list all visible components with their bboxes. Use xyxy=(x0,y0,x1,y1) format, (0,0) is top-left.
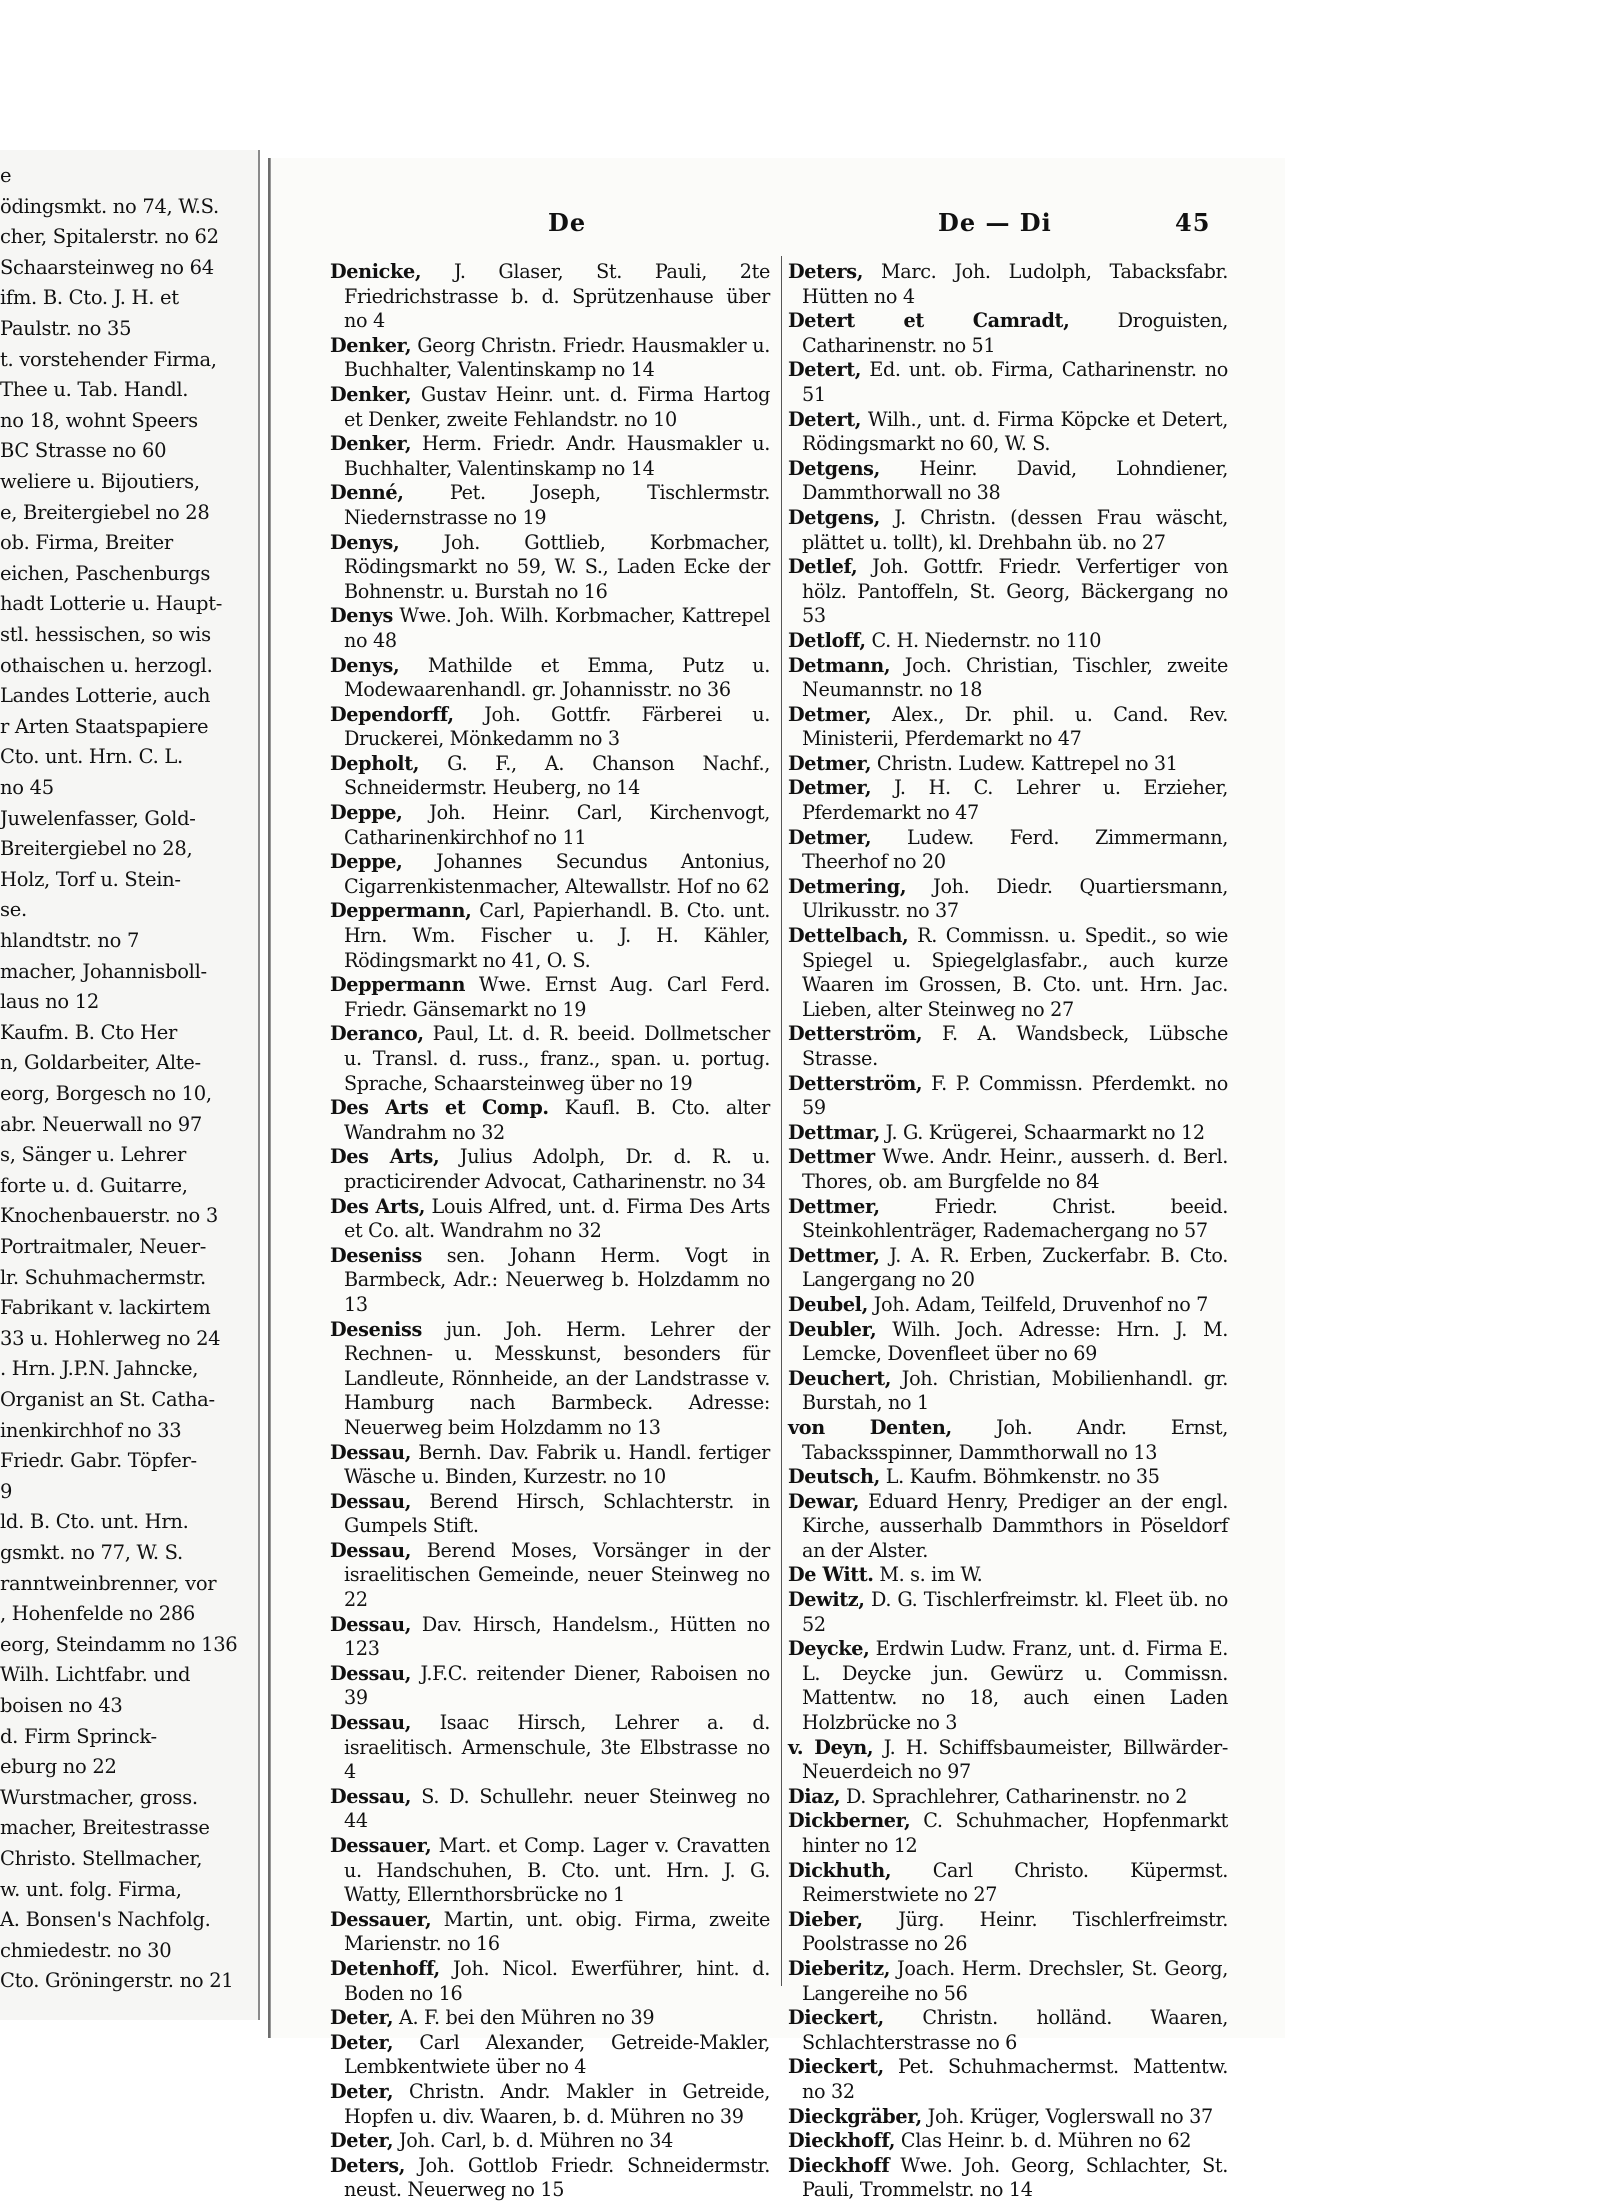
entry-name: Deseniss xyxy=(330,1317,422,1341)
entry-details: Berend Hirsch, Schlachterstr. in Gumpels Stift. xyxy=(344,1489,770,1538)
directory-entry xyxy=(330,1318,770,1441)
entry-details: Carl Christo. Küpermst. Reimerstwiete no 27 xyxy=(802,1858,1229,1907)
entry-details: Pet. Schuhmachermst. Mattentw. no 32 xyxy=(802,2055,1228,2103)
entry-name: Deubel, xyxy=(788,1292,868,1316)
directory-entry xyxy=(788,875,1228,924)
fragment-line: Wilh. Lichtfabr. und xyxy=(0,1663,191,1687)
entry-name: Dieckhoff, xyxy=(788,2129,896,2153)
entry-name: Deter, xyxy=(330,2006,394,2030)
entry-details: Joh. Nicol. Ewerführer, hint. d. Boden no 16 xyxy=(344,1956,770,2005)
directory-page xyxy=(268,158,1285,2202)
directory-entry xyxy=(788,1145,1228,1194)
entry-details: Herm. Friedr. Andr. Hausmakler u. Buchhalter, Valentinskamp no 14 xyxy=(344,432,770,480)
fragment-line: d. Firm Sprinck- xyxy=(0,1724,157,1748)
running-head-center: De — Di xyxy=(938,208,1052,237)
fragment-line: chmiedestr. no 30 xyxy=(0,1938,172,1962)
fragment-line: Christo. Stellmacher, xyxy=(0,1847,203,1870)
entry-name: Dewar, xyxy=(788,1489,860,1513)
fragment-line: 33 u. Hohlerweg no 24 xyxy=(0,1326,221,1350)
entry-details: Joh. Adam, Teilfeld, Druvenhof no 7 xyxy=(873,1292,1209,1316)
fragment-line: no 18, wohnt Speers xyxy=(0,408,198,432)
entry-name: Des Arts, xyxy=(330,1145,440,1169)
directory-entry xyxy=(330,2080,770,2129)
entry-details: jun. Joh. Herm. Lehrer der Rechnen- u. Messkunst, besonders für Landleute, Rönnheide, an der Landstrasse v. Hamburg nach Barmbeck. Adresse: Neuerweg beim Holzdamm no 13 xyxy=(344,1317,771,1439)
directory-entry xyxy=(788,1318,1228,1367)
directory-entry xyxy=(788,309,1228,358)
entry-details: Wwe. Joh. Georg, Schlachter, St. Pauli, Trommelstr. no 14 xyxy=(802,2153,1228,2202)
entry-name: Diaz, xyxy=(788,1784,841,1808)
entry-name: Dessau, xyxy=(330,1612,412,1636)
entry-name: Deycke, xyxy=(788,1637,870,1661)
entry-details: M. s. im W. xyxy=(879,1563,983,1587)
directory-entry xyxy=(788,703,1228,752)
entry-name: Denicke, xyxy=(330,260,422,283)
fragment-line: boisen no 43 xyxy=(0,1694,123,1717)
fragment-line: w. unt. folg. Firma, xyxy=(0,1877,182,1901)
entry-details: Christn. Andr. Makler in Getreide, Hopfen u. div. Waaren, b. d. Mühren no 39 xyxy=(344,2079,770,2128)
fragment-line: laus no 12 xyxy=(0,990,99,1014)
directory-entry xyxy=(788,1637,1228,1735)
directory-entry xyxy=(330,2031,770,2080)
entry-details: Gustav Heinr. unt. d. Firma Hartog et Denker, zweite Fehlandstr. no 10 xyxy=(344,382,771,431)
directory-entry xyxy=(788,1490,1228,1564)
entry-name: Dessauer, xyxy=(330,1907,432,1931)
directory-entry xyxy=(330,1096,770,1145)
entry-details: J. G. Krügerei, Schaarmarkt no 12 xyxy=(885,1120,1205,1144)
fragment-line: abr. Neuerwall no 97 xyxy=(0,1112,203,1136)
entry-details: Joh. Andr. Ernst, Tabacksspinner, Dammthorwall no 13 xyxy=(802,1415,1228,1464)
entry-name: Dettmer, xyxy=(788,1243,880,1267)
entry-name: Dessau, xyxy=(330,1489,412,1513)
directory-entry xyxy=(330,260,770,334)
fragment-line: A. Bonsen's Nachfolg. xyxy=(0,1908,211,1932)
entry-details: Berend Moses, Vorsänger in der israelitischen Gemeinde, neuer Steinweg no 22 xyxy=(344,1538,770,1612)
fragment-line: ld. B. Cto. unt. Hrn. xyxy=(0,1510,189,1534)
fragment-line: eburg no 22 xyxy=(0,1755,117,1779)
entry-details: Wwe. Andr. Heinr., ausserh. d. Berl. Thores, ob. am Burgfelde no 84 xyxy=(802,1145,1228,1193)
fragment-line: Juwelenfasser, Gold- xyxy=(0,806,196,830)
directory-entry xyxy=(330,1490,770,1539)
directory-entry xyxy=(330,1785,770,1834)
directory-entry xyxy=(788,1736,1228,1785)
entry-name: Dieckert, xyxy=(788,2006,884,2030)
entry-name: Deter, xyxy=(330,2129,394,2153)
entry-details: Joh. Gottlieb, Korbmacher, Rödingsmarkt no 59, W. S., Laden Ecke der Bohnenstr. u. Burstah no 16 xyxy=(344,530,770,603)
fragment-line: Knochenbauerstr. no 3 xyxy=(0,1204,218,1228)
directory-entry xyxy=(330,334,770,383)
entry-name: Dessau, xyxy=(330,1784,412,1808)
fragment-line: Paulstr. no 35 xyxy=(0,317,132,340)
entry-name: Dieber, xyxy=(788,1907,863,1931)
fragment-line: lr. Schuhmachermstr. xyxy=(0,1265,206,1289)
fragment-line: Cto. Gröningerstr. no 21 xyxy=(0,1969,234,1993)
entry-details: Mart. et Comp. Lager v. Cravatten u. Handschuhen, B. Cto. unt. Hrn. J. G. Watty, Ellernthorsbrücke no 1 xyxy=(344,1834,771,1907)
fragment-line: Landes Lotterie, auch xyxy=(0,684,211,708)
fragment-line: othaischen u. herzogl. xyxy=(0,653,213,677)
entry-details: J. A. R. Erben, Zuckerfabr. B. Cto. Langergang no 20 xyxy=(802,1243,1228,1292)
directory-entry xyxy=(788,1022,1228,1071)
directory-entry xyxy=(330,531,770,605)
entry-details: Wilh., unt. d. Firma Köpcke et Detert, Rödingsmarkt no 60, W. S. xyxy=(802,407,1228,456)
entry-name: Dessau, xyxy=(330,1538,412,1562)
entry-name: Depholt, xyxy=(330,751,420,775)
directory-entry xyxy=(330,481,770,530)
entry-details: Wwe. Ernst Aug. Carl Ferd. Friedr. Gänsemarkt no 19 xyxy=(344,973,770,1021)
fragment-line: eorg, Borgesch no 10, xyxy=(0,1082,212,1105)
fragment-line: , Hohenfelde no 286 xyxy=(0,1602,196,1626)
fragment-line: Wurstmacher, gross. xyxy=(0,1785,198,1809)
entry-details: F. A. Wandsbeck, Lübsche Strasse. xyxy=(802,1022,1228,1070)
entry-details: Christn. Ludew. Kattrepel no 31 xyxy=(876,751,1178,775)
entry-name: Deter, xyxy=(330,2030,394,2054)
entry-details: C. H. Niedernstr. no 110 xyxy=(871,628,1102,652)
entry-name: Detmering, xyxy=(788,874,907,898)
entry-name: Dependorff, xyxy=(330,702,454,726)
entry-details: C. Schuhmacher, Hopfenmarkt hinter no 12 xyxy=(802,1809,1228,1857)
fragment-line: se. xyxy=(0,898,27,922)
directory-entry xyxy=(330,2006,770,2031)
entry-name: Detlef, xyxy=(788,555,858,579)
entry-name: Detert, xyxy=(788,407,862,431)
directory-entry xyxy=(330,2154,770,2203)
directory-entry xyxy=(330,850,770,899)
fragment-line: ranntweinbrenner, vor xyxy=(0,1571,217,1595)
entry-details: Erdwin Ludw. Franz, unt. d. Firma E. L. Deycke jun. Gewürz u. Commissn. Mattentw. no 18, auch einen Laden Holzbrücke no 3 xyxy=(802,1637,1228,1735)
fragment-line: cher, Spitalerstr. no 62 xyxy=(0,225,219,249)
entry-name: De Witt. xyxy=(788,1563,874,1587)
directory-entry xyxy=(788,2154,1228,2203)
entry-name: Dettmer xyxy=(788,1145,875,1169)
directory-entry xyxy=(330,752,770,801)
entry-name: Dieckert, xyxy=(788,2055,884,2079)
entry-details: S. D. Schullehr. neuer Steinweg no 44 xyxy=(344,1784,771,1833)
entry-name: Denné, xyxy=(330,481,404,505)
entry-name: Detenhoff, xyxy=(330,1956,440,1980)
directory-entry xyxy=(330,383,770,432)
entry-name: Deuchert, xyxy=(788,1366,892,1390)
fragment-line: Cto. unt. Hrn. C. L. xyxy=(0,745,183,769)
directory-entry xyxy=(788,1465,1228,1490)
entry-name: Deppermann, xyxy=(330,899,472,923)
fragment-line: macher, Breitestrasse xyxy=(0,1816,210,1840)
directory-entry xyxy=(788,1957,1228,2006)
entry-name: Dessau, xyxy=(330,1440,412,1464)
directory-entry xyxy=(788,1293,1228,1318)
directory-entry xyxy=(788,2055,1228,2104)
directory-entry xyxy=(788,776,1228,825)
entry-name: Dessau, xyxy=(330,1711,412,1735)
entry-name: Dettmar, xyxy=(788,1120,880,1144)
directory-entry xyxy=(788,2006,1228,2055)
entry-details: J.F.C. reitender Diener, Raboisen no 39 xyxy=(344,1661,771,1710)
entry-name: Dessau, xyxy=(330,1661,412,1685)
fragment-line: Fabrikant v. lackirtem xyxy=(0,1296,211,1320)
entry-name: Deters, xyxy=(788,260,864,283)
entry-name: Detert, xyxy=(788,358,862,382)
directory-entry xyxy=(788,629,1228,654)
entry-name: Deppe, xyxy=(330,850,403,874)
entry-details: Joh. Krüger, Voglerswall no 37 xyxy=(927,2104,1213,2128)
directory-entry xyxy=(788,555,1228,629)
entry-details: R. Commissn. u. Spedit., so wie Spiegel u. Spiegelglasfabr., auch kurze Waaren im Grossen, B. Cto. unt. Hrn. Jac. Lieben, alter Steinweg no 27 xyxy=(802,924,1229,1021)
entry-details: J. Christn. (dessen Frau wäscht, plättet u. tollt), kl. Drehbahn üb. no 27 xyxy=(802,505,1229,554)
entry-name: Dessauer, xyxy=(330,1834,432,1857)
entry-name: Deseniss xyxy=(330,1243,422,1267)
entry-details: Eduard Henry, Prediger an der engl. Kirche, ausserhalb Dammthors in Pöseldorf an der Alster. xyxy=(802,1489,1228,1562)
entry-details: Clas Heinr. b. d. Mühren no 62 xyxy=(900,2129,1192,2153)
directory-entry xyxy=(788,2105,1228,2130)
directory-entry xyxy=(788,1367,1228,1416)
directory-entry xyxy=(788,1563,1228,1588)
fragment-line: n, Goldarbeiter, Alte- xyxy=(0,1051,201,1075)
directory-entry xyxy=(788,1072,1228,1121)
directory-entry xyxy=(330,1908,770,1957)
entry-details: sen. Johann Herm. Vogt in Barmbeck, Adr.: Neuerweg b. Holzdamm no 13 xyxy=(344,1243,771,1316)
entry-name: Des Arts et Comp. xyxy=(330,1096,549,1120)
directory-entry xyxy=(330,432,770,481)
directory-entry xyxy=(330,1834,770,1908)
entry-details: Joh. Heinr. Carl, Kirchenvogt, Catharinenkirchhof no 11 xyxy=(344,801,770,849)
fragment-line: eichen, Paschenburgs xyxy=(0,561,211,585)
entry-name: Deters, xyxy=(330,2153,406,2177)
entry-name: Dickhuth, xyxy=(788,1858,892,1882)
entry-details: Joh. Christian, Mobilienhandl. gr. Burstah, no 1 xyxy=(802,1366,1228,1415)
fragment-line: BC Strasse no 60 xyxy=(0,439,167,463)
entry-name: Detterström, xyxy=(788,1022,923,1046)
entry-name: v. Deyn, xyxy=(788,1735,874,1759)
entry-details: A. F. bei den Mühren no 39 xyxy=(398,2006,655,2030)
directory-entry xyxy=(788,457,1228,506)
directory-entry xyxy=(330,1539,770,1613)
directory-entry xyxy=(788,408,1228,457)
entry-details: Martin, unt. obig. Firma, zweite Marienstr. no 16 xyxy=(344,1907,770,1956)
entry-name: Dettelbach, xyxy=(788,924,909,948)
entry-details: Paul, Lt. d. R. beeid. Dollmetscher u. Transl. d. russ., franz., span. u. portug. Sprache, Schaarsteinweg über no 19 xyxy=(344,1022,771,1095)
directory-entry xyxy=(330,1244,770,1318)
directory-entry xyxy=(330,1662,770,1711)
directory-entry xyxy=(788,2129,1228,2154)
entry-details: G. F., A. Chanson Nachf., Schneidermstr. Heuberg, no 14 xyxy=(344,751,770,800)
entries-column-left xyxy=(330,260,770,2203)
entry-name: Dieberitz, xyxy=(788,1956,891,1980)
entry-name: von Denten, xyxy=(788,1415,952,1439)
fragment-line: . Hrn. J.P.N. Jahncke, xyxy=(0,1357,199,1381)
directory-entry xyxy=(788,752,1228,777)
directory-entry xyxy=(330,899,770,973)
directory-entry xyxy=(788,924,1228,1022)
entry-details: Julius Adolph, Dr. d. R. u. practicirender Advocat, Catharinenstr. no 34 xyxy=(344,1145,770,1193)
entry-name: Detmer, xyxy=(788,702,872,726)
entry-details: L. Kaufm. Böhmkenstr. no 35 xyxy=(885,1465,1160,1489)
entry-details: Joch. Christian, Tischler, zweite Neumannstr. no 18 xyxy=(802,653,1228,702)
entry-details: Heinr. David, Lohndiener, Dammthorwall no 38 xyxy=(802,456,1228,505)
fragment-line: Holz, Torf u. Stein- xyxy=(0,867,181,891)
directory-entry xyxy=(788,1859,1228,1908)
entry-name: Dieckhoff xyxy=(788,2153,890,2177)
directory-entry xyxy=(330,703,770,752)
entry-details: Mathilde et Emma, Putz u. Modewaarenhandl. gr. Johannisstr. no 36 xyxy=(344,653,770,702)
fragment-line: hadt Lotterie u. Haupt- xyxy=(0,592,223,616)
entry-details: Ludew. Ferd. Zimmermann, Theerhof no 20 xyxy=(802,825,1228,874)
fragment-line: inenkirchhof no 33 xyxy=(0,1418,182,1442)
fragment-line: gsmkt. no 77, W. S. xyxy=(0,1541,183,1564)
entry-details: J. Glaser, St. Pauli, 2te Friedrichstrasse b. d. Sprützenhause über no 4 xyxy=(344,260,770,333)
entry-details: Johannes Secundus Antonius, Cigarrenkistenmacher, Altewallstr. Hof no 62 xyxy=(344,850,770,898)
entry-details: Joh. Carl, b. d. Mühren no 34 xyxy=(398,2129,673,2153)
entry-details: Jürg. Heinr. Tischlerfreimstr. Poolstrasse no 26 xyxy=(802,1907,1229,1956)
directory-entry xyxy=(330,1957,770,2006)
entry-details: Isaac Hirsch, Lehrer a. d. israelitisch. Armenschule, 3te Elbstrasse no 4 xyxy=(344,1711,771,1784)
fragment-line: Organist an St. Catha- xyxy=(0,1388,215,1411)
fragment-line: Breitergiebel no 28, xyxy=(0,837,193,861)
directory-entry xyxy=(788,1809,1228,1858)
fragment-line: weliere u. Bijoutiers, xyxy=(0,470,200,493)
fragment-line: Friedr. Gabr. Töpfer- xyxy=(0,1449,197,1473)
entry-name: Deter, xyxy=(330,2079,394,2103)
entry-details: Ed. unt. ob. Firma, Catharinenstr. no 51 xyxy=(802,358,1229,406)
entry-name: Denys, xyxy=(330,653,400,677)
entry-details: Kaufl. B. Cto. alter Wandrahm no 32 xyxy=(344,1096,770,1144)
entry-name: Detloff, xyxy=(788,628,866,652)
entry-name: Denys xyxy=(330,604,393,628)
fragment-line: macher, Johannisboll- xyxy=(0,959,207,983)
directory-entry xyxy=(788,1195,1228,1244)
fragment-line: ifm. B. Cto. J. H. et xyxy=(0,286,179,310)
fragment-line: ödingsmkt. no 74, W.S. xyxy=(0,194,219,218)
fragment-line: stl. hessischen, so wis xyxy=(0,623,211,646)
entry-details: Joh. Gottfr. Färberei u. Druckerei, Mönkedamm no 3 xyxy=(344,702,771,751)
facing-page-fragment xyxy=(0,150,260,2020)
directory-entry xyxy=(330,604,770,653)
directory-entry xyxy=(788,1121,1228,1146)
fragment-line: e xyxy=(0,164,12,187)
entry-name: Deppermann xyxy=(330,973,466,997)
directory-entry xyxy=(330,1195,770,1244)
entry-details: Joh. Gottfr. Friedr. Verfertiger von hölz. Pantoffeln, St. Georg, Bäckergang no 53 xyxy=(802,555,1229,628)
directory-entry xyxy=(330,654,770,703)
entry-name: Deppe, xyxy=(330,801,403,825)
column-rule xyxy=(781,256,782,1986)
running-head-left: De xyxy=(548,208,587,237)
entry-details: Wilh. Joch. Adresse: Hrn. J. M. Lemcke, Dovenfleet über no 69 xyxy=(802,1317,1229,1366)
entry-name: Denys, xyxy=(330,530,400,554)
entry-name: Des Arts, xyxy=(330,1194,426,1218)
entry-name: Dickberner, xyxy=(788,1809,911,1833)
entry-name: Deutsch, xyxy=(788,1465,880,1489)
entry-name: Deubler, xyxy=(788,1317,877,1341)
directory-entry xyxy=(330,1613,770,1662)
entry-name: Dieckgräber, xyxy=(788,2104,922,2128)
directory-entry xyxy=(330,1145,770,1194)
directory-entry xyxy=(330,801,770,850)
entry-details: Droguisten, Catharinenstr. no 51 xyxy=(802,309,1228,357)
entry-name: Dettmer, xyxy=(788,1194,880,1218)
directory-entry xyxy=(788,358,1228,407)
entry-details: Georg Christn. Friedr. Hausmakler u. Buchhalter, Valentinskamp no 14 xyxy=(344,333,771,382)
fragment-line: 9 xyxy=(0,1479,13,1503)
directory-entry xyxy=(330,1022,770,1096)
entry-details: F. P. Commissn. Pferdemkt. no 59 xyxy=(802,1071,1229,1120)
fragment-line: Schaarsteinweg no 64 xyxy=(0,255,214,279)
entry-name: Detgens, xyxy=(788,505,880,529)
entry-details: Joh. Diedr. Quartiersmann, Ulrikusstr. no 37 xyxy=(802,874,1228,923)
directory-entry xyxy=(788,1785,1228,1810)
entry-details: Pet. Joseph, Tischlermstr. Niedernstrasse no 19 xyxy=(344,481,770,529)
entry-name: Deranco, xyxy=(330,1022,424,1046)
fragment-line: t. vorstehender Firma, xyxy=(0,347,217,371)
entry-name: Denker, xyxy=(330,333,412,357)
directory-entry xyxy=(330,1711,770,1785)
fragment-line: e, Breitergiebel no 28 xyxy=(0,500,210,524)
entry-details: Carl, Papierhandl. B. Cto. unt. Hrn. Wm. Fischer u. J. H. Kähler, Rödingsmarkt no 41, O. S. xyxy=(344,899,770,972)
fragment-line: Portraitmaler, Neuer- xyxy=(0,1235,207,1258)
fragment-line: eorg, Steindamm no 136 xyxy=(0,1632,238,1656)
entry-name: Detmer, xyxy=(788,825,872,849)
fragment-line: no 45 xyxy=(0,776,54,799)
entry-details: Christn. holländ. Waaren, Schlachterstrasse no 6 xyxy=(802,2006,1228,2054)
directory-entry xyxy=(788,654,1228,703)
entry-name: Denker, xyxy=(330,432,412,456)
directory-entry xyxy=(788,826,1228,875)
entry-details: D. Sprachlehrer, Catharinenstr. no 2 xyxy=(845,1784,1188,1808)
entry-details: J. H. Schiffsbaumeister, Billwärder-Neuerdeich no 97 xyxy=(802,1735,1228,1784)
page-number: 45 xyxy=(1175,208,1211,237)
entry-details: Joh. Gottlob Friedr. Schneidermstr. neust. Neuerweg no 15 xyxy=(344,2153,771,2202)
entry-name: Detgens, xyxy=(788,456,880,480)
entry-details: Dav. Hirsch, Handelsm., Hütten no 123 xyxy=(344,1612,770,1661)
entry-name: Detmann, xyxy=(788,653,891,677)
directory-entry xyxy=(330,2129,770,2154)
entry-details: D. G. Tischlerfreimstr. kl. Fleet üb. no 52 xyxy=(802,1588,1229,1636)
directory-entry xyxy=(788,506,1228,555)
fragment-line: hlandtstr. no 7 xyxy=(0,929,140,952)
entry-details: Carl Alexander, Getreide-Makler, Lembkentwiete über no 4 xyxy=(344,2030,770,2079)
entries-column-right xyxy=(788,260,1228,2203)
directory-entry xyxy=(330,1441,770,1490)
entry-name: Detterström, xyxy=(788,1071,923,1095)
fragment-line: s, Sänger u. Lehrer xyxy=(0,1143,186,1167)
entry-name: Detmer, xyxy=(788,751,872,775)
directory-entry xyxy=(788,1908,1228,1957)
directory-entry xyxy=(788,1416,1228,1465)
entry-details: Joach. Herm. Drechsler, St. Georg, Langereihe no 56 xyxy=(802,1956,1228,2005)
directory-entry xyxy=(330,973,770,1022)
entry-name: Dewitz, xyxy=(788,1588,865,1612)
entry-details: J. H. C. Lehrer u. Erzieher, Pferdemarkt no 47 xyxy=(802,776,1228,825)
directory-entry xyxy=(788,1244,1228,1293)
fragment-line: ob. Firma, Breiter xyxy=(0,531,173,555)
entry-name: Denker, xyxy=(330,382,412,406)
directory-entry xyxy=(788,1588,1228,1637)
entry-details: Marc. Joh. Ludolph, Tabacksfabr. Hütten no 4 xyxy=(802,260,1228,308)
directory-entry xyxy=(788,260,1228,309)
fragment-line: Thee u. Tab. Handl. xyxy=(0,378,189,402)
fragment-line: forte u. d. Guitarre, xyxy=(0,1173,188,1197)
fragment-line: r Arten Staatspapiere xyxy=(0,714,209,738)
entry-name: Detert et Camradt, xyxy=(788,309,1070,333)
entry-details: Friedr. Christ. beeid. Steinkohlenträger, Rademachergang no 57 xyxy=(802,1194,1229,1243)
fragment-line: Kaufm. B. Cto Her xyxy=(0,1020,178,1044)
entry-details: Bernh. Dav. Fabrik u. Handl. fertiger Wäsche u. Binden, Kurzestr. no 10 xyxy=(344,1440,770,1489)
entry-details: Wwe. Joh. Wilh. Korbmacher, Kattrepel no 48 xyxy=(344,604,770,652)
entry-details: Louis Alfred, unt. d. Firma Des Arts et Co. alt. Wandrahm no 32 xyxy=(344,1194,770,1243)
entry-name: Detmer, xyxy=(788,776,872,800)
entry-details: Alex., Dr. phil. u. Cand. Rev. Ministerii, Pferdemarkt no 47 xyxy=(802,702,1229,751)
